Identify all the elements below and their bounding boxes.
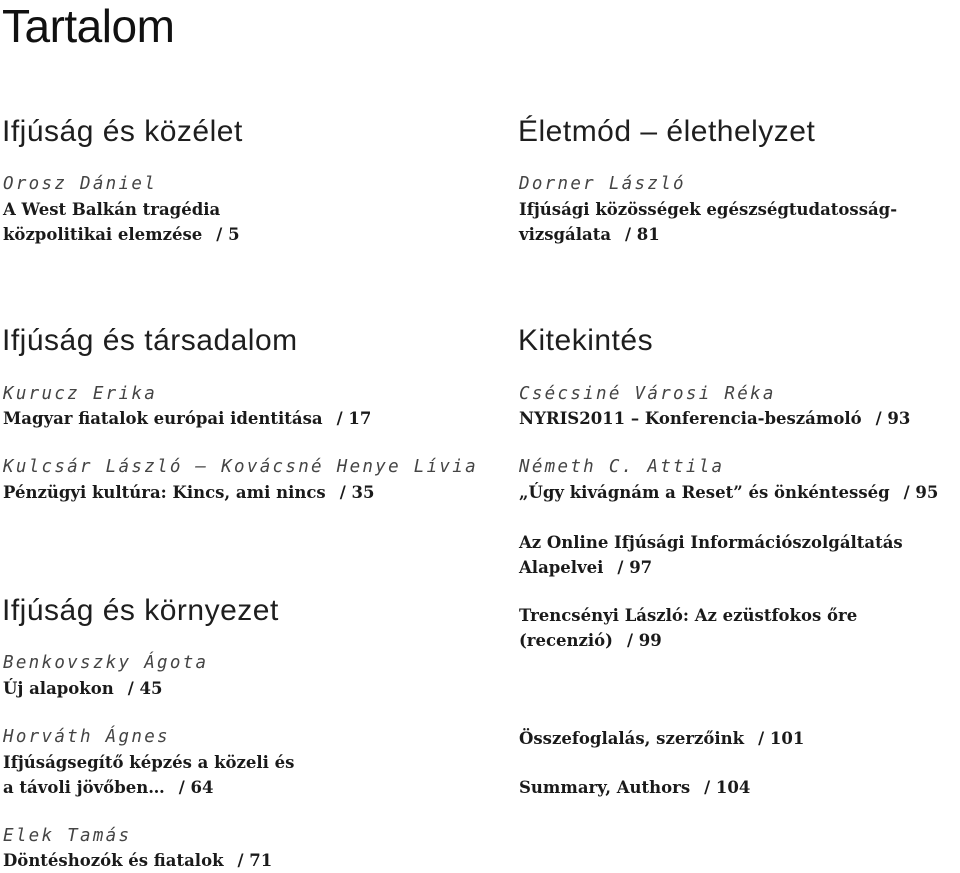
entry-title: Trencsényi László: Az ezüstfokos őre [519, 606, 858, 625]
page-number: / 99 [627, 631, 662, 650]
section-heading-eletmod: Életmód – élethelyzet [518, 115, 816, 148]
entry-title: (recenzió) [519, 631, 613, 650]
page-number: / 35 [340, 483, 375, 502]
entry-title: Az Online Ifjúsági Információszolgáltatás [519, 533, 903, 552]
toc-entry[interactable] [519, 603, 857, 653]
page-number: / 45 [128, 679, 163, 698]
entry-title: Pénzügyi kultúra: Kincs, ami nincs [3, 483, 326, 502]
entry-title: közpolitikai elemzése [3, 225, 203, 244]
author-name: Elek Tamás [3, 826, 132, 846]
entry-title: NYRIS2011 – Konferencia-beszámoló [519, 409, 862, 428]
entry-title: Ifjúságsegítő képzés a közeli és [3, 753, 295, 772]
author-name: Dorner László [519, 174, 686, 194]
author-name: Orosz Dániel [3, 174, 158, 194]
page-number: / 17 [337, 409, 372, 428]
toc-entry[interactable] [519, 726, 804, 751]
toc-entry[interactable] [519, 197, 897, 247]
page-number: / 5 [216, 225, 239, 244]
section-heading-kozelet: Ifjúság és közélet [2, 115, 243, 148]
page-number: / 101 [758, 729, 804, 748]
author-name: Németh C. Attila [519, 457, 725, 477]
page-title: Tartalom [2, 0, 175, 52]
page-number: / 104 [704, 778, 750, 797]
toc-entry[interactable] [3, 406, 371, 431]
entry-title: „Úgy kivágnám a Reset” és önkéntesség [519, 483, 890, 502]
entry-title: a távoli jövőben… [3, 778, 165, 797]
toc-entry[interactable] [3, 197, 240, 247]
entry-title: Magyar fiatalok európai identitása [3, 409, 323, 428]
entry-title: Összefoglalás, szerzőink [519, 729, 745, 748]
entry-title: Döntéshozók és fiatalok [3, 851, 224, 870]
toc-entry[interactable] [3, 676, 162, 701]
author-name: Benkovszky Ágota [3, 653, 209, 673]
page-number: / 95 [904, 483, 939, 502]
entry-title: A West Balkán tragédia [3, 200, 221, 219]
entry-title: Alapelvei [519, 558, 604, 577]
toc-entry[interactable] [3, 750, 294, 800]
section-heading-kitekintes: Kitekintés [518, 324, 654, 357]
author-name: Kurucz Erika [3, 384, 158, 404]
page-number: / 97 [617, 558, 652, 577]
entry-title: vizsgálata [519, 225, 612, 244]
author-name: Kulcsár László – Kovácsné Henye Lívia [3, 457, 478, 477]
page-number: / 64 [179, 778, 214, 797]
entry-title: Summary, Authors [519, 778, 691, 797]
toc-entry[interactable] [519, 406, 910, 431]
section-heading-kornyezet: Ifjúság és környezet [2, 594, 279, 627]
page-number: / 81 [625, 225, 660, 244]
page-number: / 71 [238, 851, 273, 870]
toc-entry[interactable] [519, 775, 750, 800]
toc-entry[interactable] [519, 530, 903, 580]
page-number: / 93 [876, 409, 911, 428]
entry-title: Új alapokon [3, 679, 114, 698]
toc-entry[interactable] [3, 480, 374, 505]
author-name: Horváth Ágnes [3, 727, 170, 747]
toc-entry[interactable] [519, 480, 938, 505]
entry-title: Ifjúsági közösségek egészségtudatosság- [519, 200, 898, 219]
section-heading-tarsadalom: Ifjúság és társadalom [2, 324, 298, 357]
author-name: Csécsiné Városi Réka [519, 384, 776, 404]
toc-entry[interactable] [3, 848, 272, 873]
